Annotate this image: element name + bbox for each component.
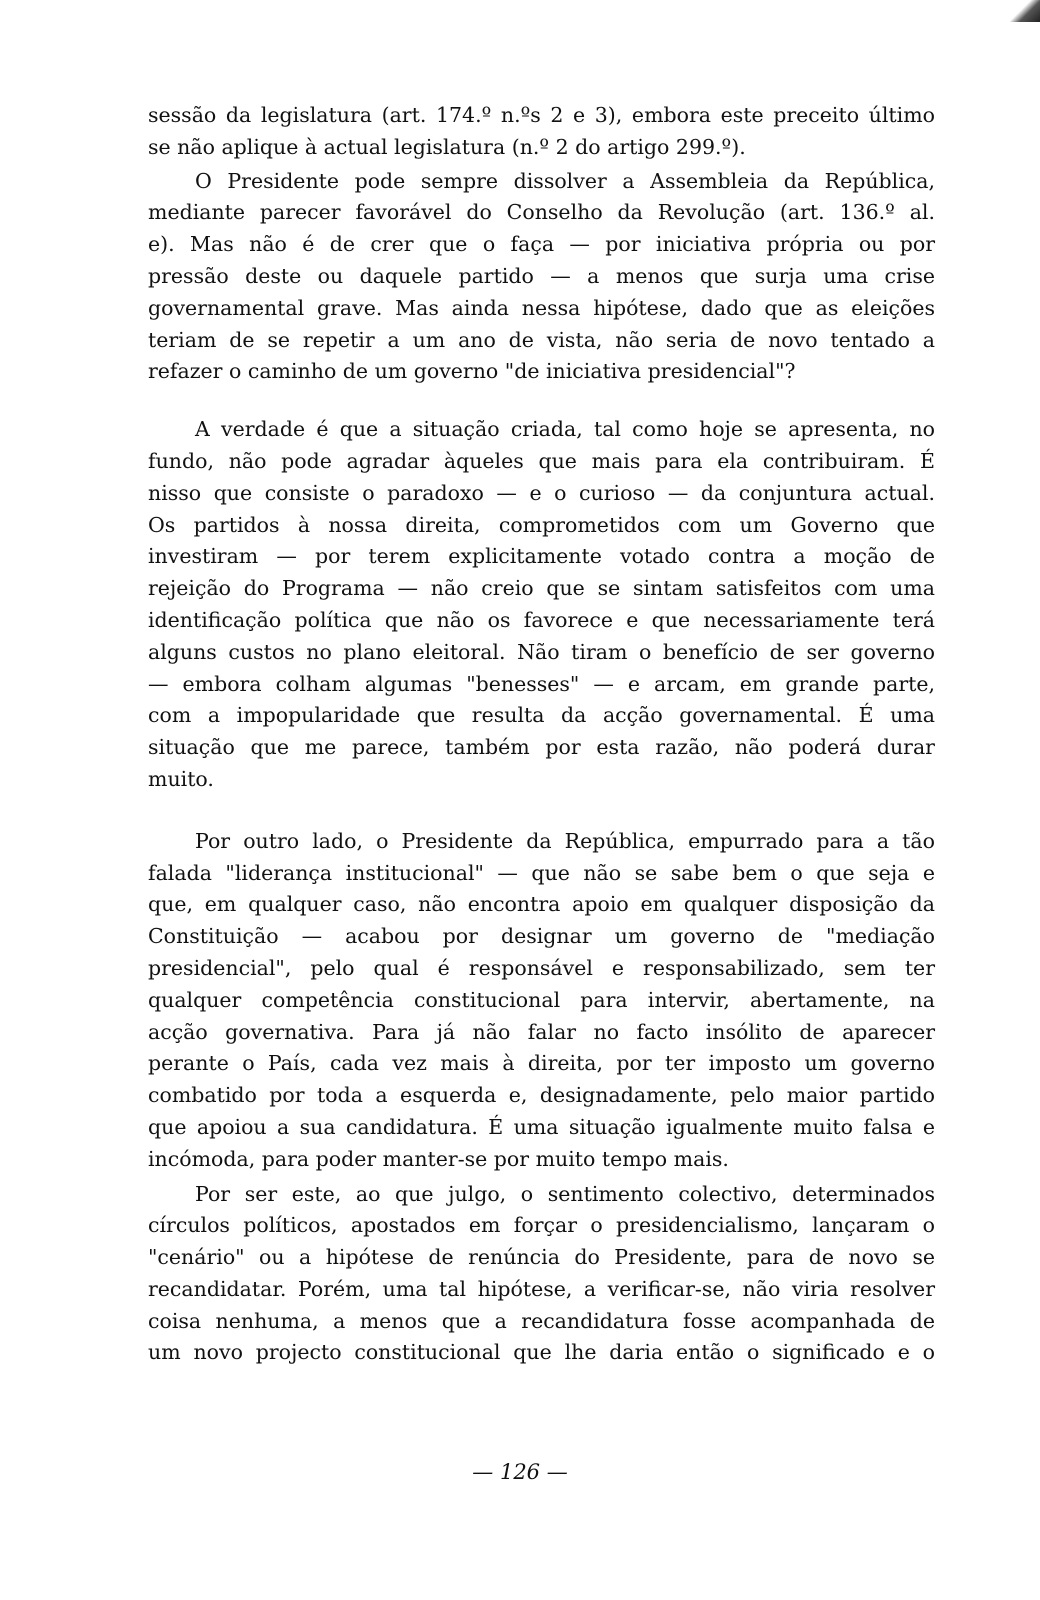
text-line: um novo projecto constitucional que lhe daria então o significado e o bbox=[148, 1340, 935, 1365]
text-line: rejeição do Programa — não creio que se sintam satisfeitos com uma bbox=[148, 576, 935, 601]
scan-corner-mark bbox=[1010, 0, 1040, 22]
text-line: O Presidente pode sempre dissolver a Assembleia da República, bbox=[195, 168, 935, 193]
paragraph bbox=[148, 166, 935, 389]
text-line: e). Mas não é de crer que o faça — por iniciativa própria ou por bbox=[148, 232, 935, 257]
text-line: Por ser este, ao que julgo, o sentimento colectivo, determinados bbox=[195, 1181, 935, 1206]
text-line: nisso que consiste o paradoxo — e o curioso — da conjuntura actual. bbox=[148, 480, 935, 505]
text-line: identificação política que não os favorece e que necessariamente terá bbox=[148, 607, 935, 632]
text-line: Os partidos à nossa direita, comprometidos com um Governo que bbox=[148, 512, 935, 537]
paragraph bbox=[148, 826, 935, 1176]
text-line: alguns custos no plano eleitoral. Não tiram o benefício de ser governo bbox=[148, 639, 935, 664]
text-line: combatido por toda a esquerda e, designadamente, pelo maior partido bbox=[148, 1083, 935, 1108]
text-line: muito. bbox=[148, 766, 214, 791]
paragraph bbox=[148, 1179, 935, 1370]
text-line: investiram — por terem explicitamente votado contra a moção de bbox=[148, 544, 935, 569]
text-line: incómoda, para poder manter-se por muito tempo mais. bbox=[148, 1146, 729, 1171]
paragraph bbox=[148, 100, 935, 164]
text-line: situação que me parece, também por esta razão, não poderá durar bbox=[148, 735, 935, 760]
page-number: — 126 — bbox=[472, 1460, 568, 1484]
paragraph bbox=[148, 414, 935, 796]
text-line: com a impopularidade que resulta da acção governamental. É uma bbox=[148, 703, 935, 728]
text-line: pressão deste ou daquele partido — a menos que surja uma crise bbox=[148, 263, 935, 288]
text-line: — embora colham algumas "benesses" — e arcam, em grande parte, bbox=[148, 671, 935, 696]
body-text bbox=[148, 100, 935, 1369]
text-line: refazer o caminho de um governo "de iniciativa presidencial"? bbox=[148, 359, 796, 384]
text-line: governamental grave. Mas ainda nessa hipótese, dado que as eleições bbox=[148, 295, 935, 320]
text-line: teriam de se repetir a um ano de vista, não seria de novo tentado a bbox=[148, 327, 935, 352]
text-line: mediante parecer favorável do Conselho da Revolução (art. 136.º al. bbox=[148, 200, 935, 225]
text-line: acção governativa. Para já não falar no facto insólito de aparecer bbox=[148, 1019, 935, 1044]
text-line: presidencial", pelo qual é responsável e responsabilizado, sem ter bbox=[148, 955, 935, 980]
text-line: perante o País, cada vez mais à direita, por ter imposto um governo bbox=[148, 1051, 935, 1076]
text-line: fundo, não pode agradar àqueles que mais para ela contribuiram. É bbox=[148, 448, 935, 473]
text-line: coisa nenhuma, a menos que a recandidatura fosse acompanhada de bbox=[148, 1308, 935, 1333]
text-line: Constituição — acabou por designar um governo de "mediação bbox=[148, 924, 935, 949]
text-line: qualquer competência constitucional para intervir, abertamente, na bbox=[148, 987, 935, 1012]
text-line: A verdade é que a situação criada, tal como hoje se apresenta, no bbox=[195, 417, 935, 442]
text-line: círculos políticos, apostados em forçar o presidencialismo, lançaram o bbox=[148, 1213, 935, 1238]
text-line: "cenário" ou a hipótese de renúncia do Presidente, para de novo se bbox=[148, 1245, 935, 1270]
text-line: que apoiou a sua candidatura. É uma situação igualmente muito falsa e bbox=[148, 1114, 935, 1139]
text-line: Por outro lado, o Presidente da República, empurrado para a tão bbox=[195, 828, 935, 853]
text-line: sessão da legislatura (art. 174.º n.ºs 2 e 3), embora este preceito último bbox=[148, 103, 935, 127]
text-line: que, em qualquer caso, não encontra apoio em qualquer disposição da bbox=[148, 892, 935, 917]
text-line: falada "liderança institucional" — que não se sabe bem o que seja e bbox=[148, 860, 935, 885]
text-line: recandidatar. Porém, uma tal hipótese, a verificar-se, não viria resolver bbox=[148, 1276, 935, 1301]
text-line: se não aplique à actual legislatura (n.º 2 do artigo 299.º). bbox=[148, 134, 746, 159]
